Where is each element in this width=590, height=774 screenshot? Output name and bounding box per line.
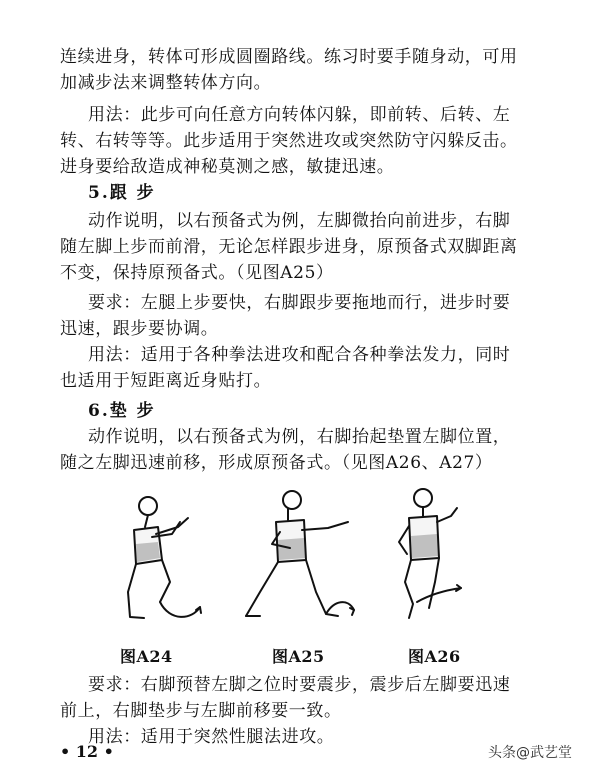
text-line: 随左脚上步而前滑，无论怎样跟步进身，原预备式双脚距离 (60, 237, 518, 257)
section-heading: 5.跟 步 (88, 183, 156, 203)
text-line: 转、右转等等。此步适用于突然进攻或突然防守闪躲反击。 (60, 131, 518, 151)
illustration-row (100, 482, 500, 632)
figure-caption: 图A25 (272, 647, 325, 666)
text-line: 加减步法来调整转体方向。 (60, 73, 272, 93)
text-line: 要求：右脚预替左脚之位时要震步，震步后左脚要迅速 (88, 675, 511, 695)
text-line: 用法：此步可向任意方向转体闪躲，即前转、后转、左 (88, 105, 511, 125)
figure-a26-illustration (385, 482, 495, 627)
figure-a24-illustration (100, 482, 210, 627)
figure-caption: 图A26 (408, 647, 461, 666)
text-line: 也适用于短距离近身贴打。 (60, 371, 272, 391)
text-line: 动作说明，以右预备式为例，右脚抬起垫置左脚位置， (88, 427, 511, 447)
text-line: 进身要给敌造成神秘莫测之感，敏捷迅速。 (60, 157, 395, 177)
text-line: 用法：适用于各种拳法进攻和配合各种拳法发力，同时 (88, 345, 511, 365)
watermark: 头条@武艺堂 (488, 745, 572, 761)
text-line: 连续进身，转体可形成圆圈路线。练习时要手随身动，可用 (60, 47, 518, 67)
text-line: 动作说明，以右预备式为例，左脚微抬向前进步，右脚 (88, 211, 511, 231)
text-line: 随之左脚迅速前移，形成原预备式。（见图A26、A27） (60, 453, 493, 473)
text-line: 前上，右脚垫步与左脚前移要一致。 (60, 701, 342, 721)
page-number: • 12 • (60, 742, 114, 761)
figure-a25-illustration (230, 482, 370, 627)
text-line: 用法：适用于突然性腿法进攻。 (88, 727, 335, 747)
text-line: 迅速，跟步要协调。 (60, 319, 219, 339)
figure-caption: 图A24 (120, 647, 173, 666)
text-line: 要求：左腿上步要快，右脚跟步要拖地而行，进步时要 (88, 293, 511, 313)
text-line: 不变，保持原预备式。（见图A25） (60, 263, 334, 283)
section-heading: 6.垫 步 (88, 401, 156, 421)
